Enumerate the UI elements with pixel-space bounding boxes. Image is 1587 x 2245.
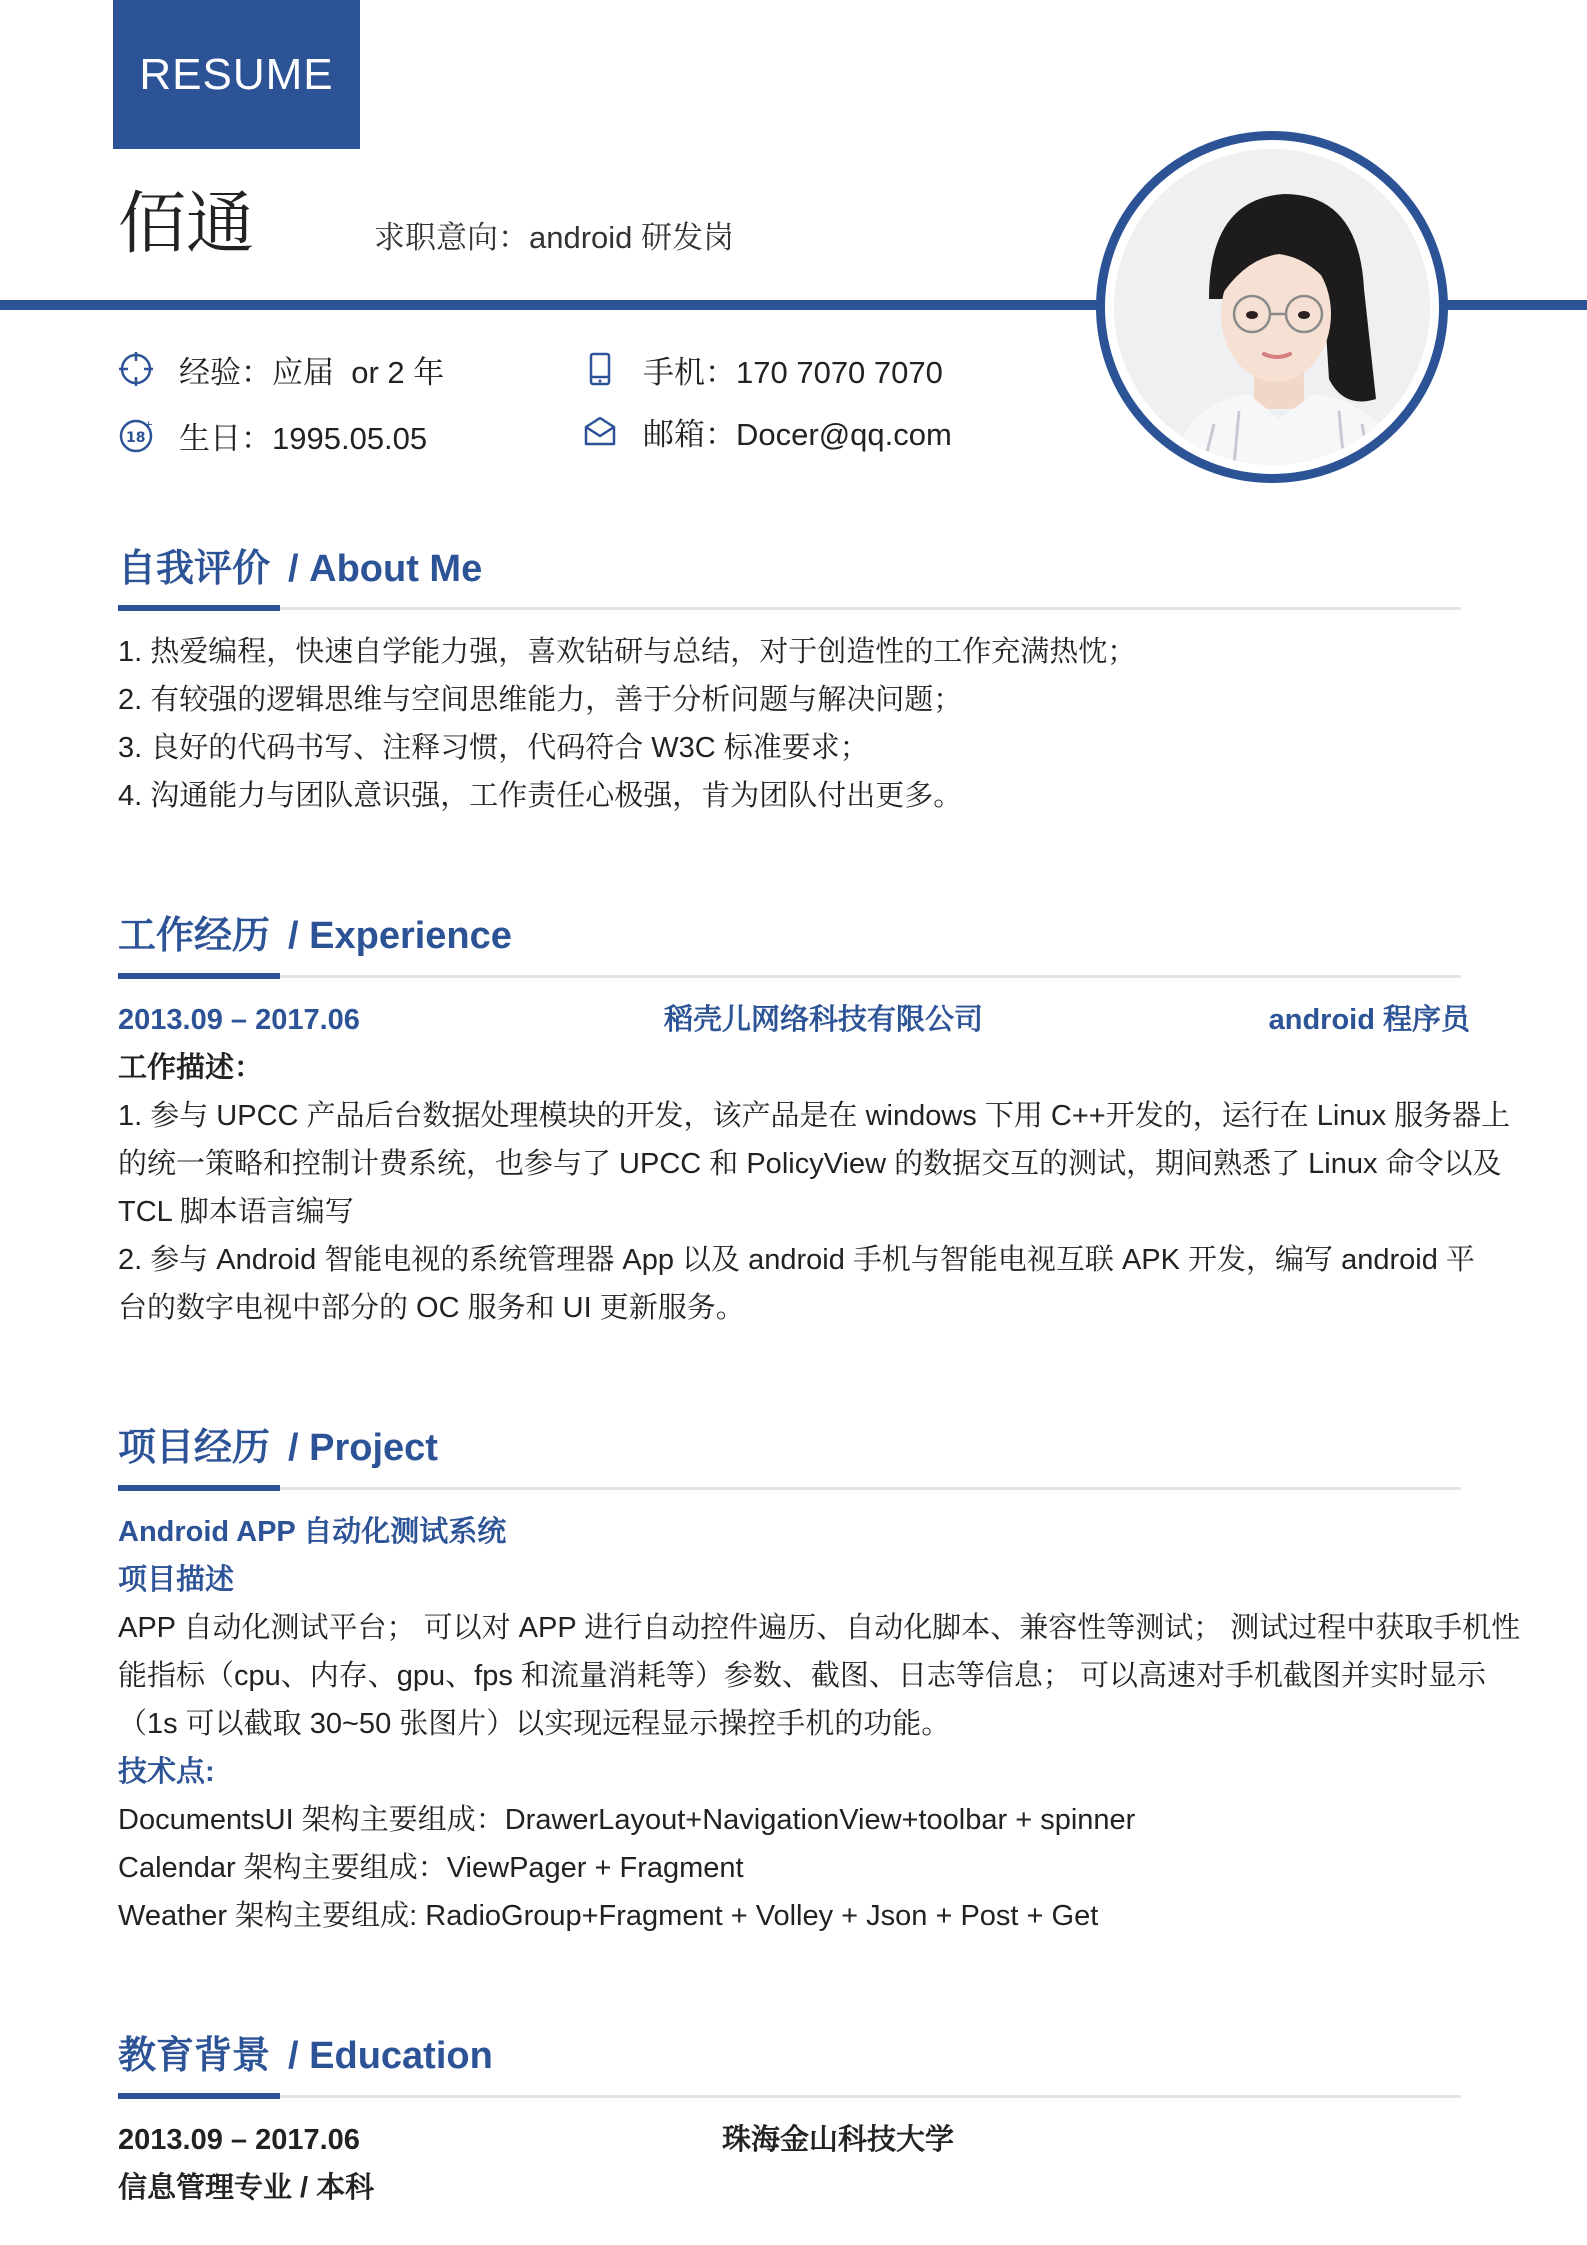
- about-item: 1. 热爱编程，快速自学能力强，喜欢钻研与总结，对于创造性的工作充满热忱；: [118, 636, 1137, 668]
- about-title-cn: 自我评价: [118, 548, 271, 590]
- section-title-project: [118, 1424, 438, 1472]
- resume-tag: RESUME: [113, 0, 360, 149]
- education-title-en: / Education: [288, 2035, 493, 2077]
- phone-icon: [581, 350, 619, 388]
- experience-role: android 程序员: [1268, 1004, 1470, 1036]
- education-period: 2013.09 – 2017.06: [118, 2124, 360, 2156]
- about-item: 4. 沟通能力与团队意识强，工作责任心极强，肯为团队付出更多。: [118, 780, 963, 812]
- project-tech-label: 技术点:: [118, 1756, 215, 1788]
- section-title-about: [118, 545, 482, 593]
- project-name: Android APP 自动化测试系统: [118, 1516, 507, 1548]
- section-title-education: [118, 2032, 493, 2080]
- experience-desc-label: 工作描述：: [118, 1052, 264, 1084]
- svg-text:18: 18: [126, 430, 146, 446]
- birthday-text: 生日：1995.05.05: [179, 420, 428, 456]
- project-desc-label: 项目描述: [118, 1564, 235, 1596]
- experience-line: 的统一策略和控制计费系统，也参与了 UPCC 和 PolicyView 的数据交互的测试，期间熟悉了 Linux 命令以及: [118, 1148, 1502, 1180]
- experience-line: 1. 参与 UPCC 产品后台数据处理模块的开发，该产品是在 windows 下用 C++开发的，运行在 Linux 服务器上: [118, 1100, 1511, 1132]
- about-item: 2. 有较强的逻辑思维与空间思维能力，善于分析问题与解决问题；: [118, 684, 963, 716]
- about-title-en: / About Me: [288, 548, 483, 590]
- about-divider: [118, 607, 1461, 610]
- experience-header-row: [118, 996, 1470, 1044]
- education-school: 珠海金山科技大学: [722, 2124, 955, 2156]
- project-tech-line: Weather 架构主要组成: RadioGroup+Fragment + Volley + Json + Post + Get: [118, 1900, 1099, 1932]
- project-desc-line: 能指标（cpu、内存、gpu、fps 和流量消耗等）参数、截图、日志等信息； 可以高速对手机截图并实时显示: [118, 1660, 1486, 1692]
- birthday-18-icon: [117, 416, 155, 454]
- experience-line: 2. 参与 Android 智能电视的系统管理器 App 以及 android 手机与智能电视互联 APK 开发，编写 android 平: [118, 1244, 1475, 1276]
- project-divider: [118, 1487, 1461, 1490]
- about-item: 3. 良好的代码书写、注释习惯，代码符合 W3C 标准要求；: [118, 732, 869, 764]
- education-major: 信息管理专业 / 本科: [118, 2172, 375, 2204]
- project-tech-line: DocumentsUI 架构主要组成：DrawerLayout+NavigationView+toolbar + spinner: [118, 1804, 1136, 1836]
- experience-title-cn: 工作经历: [118, 915, 271, 957]
- project-title-cn: 项目经历: [118, 1427, 271, 1469]
- email-text: 邮箱：Docer@qq.com: [643, 416, 952, 452]
- target-icon: [117, 350, 155, 388]
- experience-company: 稻壳儿网络科技有限公司: [664, 1004, 984, 1036]
- experience-line: TCL 脚本语言编写: [118, 1196, 354, 1228]
- info-phone: [581, 349, 943, 389]
- education-title-cn: 教育背景: [118, 2035, 271, 2077]
- candidate-name: 佰通: [118, 186, 255, 262]
- education-divider: [118, 2095, 1461, 2098]
- info-birthday: [117, 415, 427, 455]
- svg-text:+: +: [144, 418, 154, 431]
- info-email: [581, 411, 952, 451]
- project-tech-line: Calendar 架构主要组成：ViewPager + Fragment: [118, 1852, 744, 1884]
- job-intent: 求职意向：android 研发岗: [374, 220, 735, 255]
- experience-title-en: / Experience: [288, 915, 512, 957]
- education-header-row: [118, 2116, 1470, 2164]
- project-desc-line: （1s 可以截取 30~50 张图片）以实现远程显示操控手机的功能。: [118, 1708, 951, 1740]
- mail-icon: [581, 412, 619, 450]
- project-desc-line: APP 自动化测试平台； 可以对 APP 进行自动控件遍历、自动化脚本、兼容性等测试； 测试过程中获取手机性: [118, 1612, 1521, 1644]
- experience-period: 2013.09 – 2017.06: [118, 1004, 360, 1036]
- project-title-en: / Project: [288, 1427, 438, 1469]
- phone-text: 手机：170 7070 7070: [643, 354, 943, 390]
- info-experience: [117, 349, 444, 389]
- experience-text: 经验：应届 or 2 年: [179, 354, 445, 390]
- section-title-experience: [118, 912, 512, 960]
- experience-divider: [118, 975, 1461, 978]
- experience-line: 台的数字电视中部分的 OC 服务和 UI 更新服务。: [118, 1292, 745, 1324]
- avatar: [1096, 131, 1448, 483]
- avatar-photo: [1114, 149, 1430, 465]
